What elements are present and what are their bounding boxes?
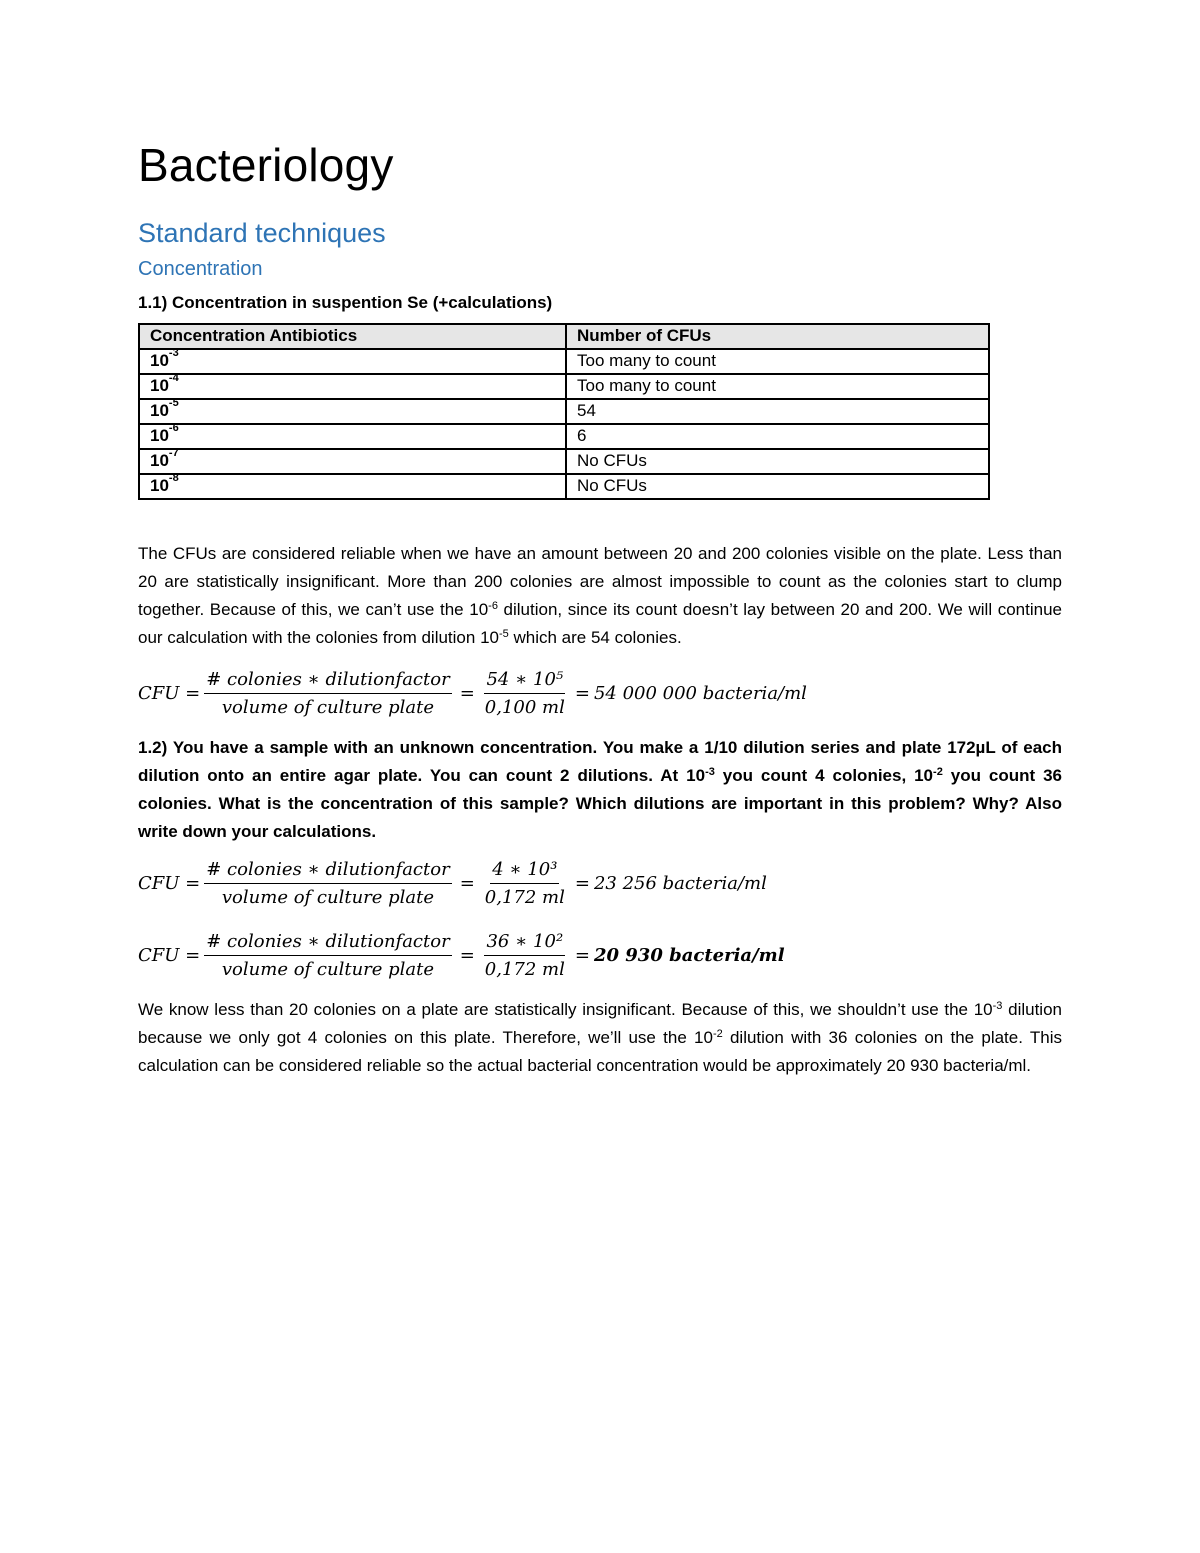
- document-content: [138, 140, 1062, 1090]
- concentration-cell: $10^{-8}$: [139, 474, 566, 499]
- table-row: [139, 374, 989, 399]
- question-1-2: 1.2) You have a sample with an unknown concentration. You make a 1/10 dilution series and plate 172µL of each dilution onto an entire agar plate. You can count 2 dilutions. At $10^{-3}$ you count 4 colonies, $10^{-2}$ you count 36 colonies. What is the concentration of this sample? Which dilutions are important in this problem? Why? Also write down your calculations.: [138, 737, 1062, 841]
- paragraph-conclusion: We know less than 20 colonies on a plate are statistically insignificant. Because of this, we shouldn’t use the $10^{-3}$ dilution because we only got 4 colonies on this plate. Therefore, we’ll use the $10^{-2}$ dilution with 36 colonies on the plate. This calculation can be considered reliable so the actual bacterial concentration would be approximately 20 930 bacteria/ml.: [138, 999, 1063, 1075]
- formula-denominator: 0,172 ml: [484, 959, 565, 981]
- cfu-count-cell: No CFUs: [566, 449, 989, 474]
- concentration-cell: $10^{-3}$: [139, 349, 566, 374]
- section-heading: Standard techniques: [138, 217, 386, 248]
- formula-denominator: volume of culture plate: [221, 887, 435, 909]
- formula-lhs: CFU =: [138, 873, 201, 895]
- formula-fraction: [204, 669, 451, 718]
- question-1-1: 1.1) Concentration in suspention Se (+calculations): [138, 292, 553, 312]
- cfu-count-cell: Too many to count: [566, 374, 989, 399]
- concentration-cell: $10^{-5}$: [139, 399, 566, 424]
- formula-fraction: [483, 669, 567, 718]
- formula-equals: =: [459, 683, 475, 705]
- concentration-cell: $10^{-4}$: [139, 374, 566, 399]
- table-header: Concentration Antibiotics: [139, 324, 566, 349]
- formula-lhs: CFU =: [138, 683, 201, 705]
- formula-numerator: # colonies ∗ dilutionfactor: [204, 859, 451, 884]
- formula-fraction: [204, 859, 451, 908]
- formula-equals: =: [574, 873, 590, 895]
- formula-equals: =: [459, 873, 475, 895]
- subsection-heading: Concentration: [138, 257, 263, 280]
- formula-numerator: 54 ∗ 10⁵: [484, 669, 565, 694]
- formula-result: 23 256 bacteria/ml: [593, 873, 767, 895]
- formula-numerator: # colonies ∗ dilutionfactor: [204, 669, 451, 694]
- concentration-cell: $10^{-7}$: [139, 449, 566, 474]
- formula-equals: =: [574, 683, 590, 705]
- concentration-cell: $10^{-6}$: [139, 424, 566, 449]
- cfu-count-cell: 6: [566, 424, 989, 449]
- formula-denominator: 0,100 ml: [484, 697, 565, 719]
- formula-denominator: volume of culture plate: [221, 697, 435, 719]
- formula-equals: =: [459, 945, 475, 967]
- cfu-count-cell: No CFUs: [566, 474, 989, 499]
- table-row: [139, 474, 989, 499]
- table-header: Number of CFUs: [566, 324, 989, 349]
- paragraph-reliability: The CFUs are considered reliable when we have an amount between 20 and 200 colonies visible on the plate. Less than 20 are statistically insignificant. More than 200 colonies are almost impossible to count as the colonies start to clump together. Because of this, we can’t use the $10^{-6}$ dilution, since its count doesn’t lay between 20 and 200. We will continue our calculation with the colonies from dilution $10^{-5}$ which are 54 colonies.: [138, 543, 1062, 647]
- document-title: Bacteriology: [138, 139, 394, 191]
- formula-fraction: [483, 931, 567, 980]
- formula-fraction: [483, 859, 567, 908]
- formula-cfu-1: [138, 662, 1062, 726]
- formula-result: 20 930 bacteria/ml: [593, 945, 785, 967]
- table-header-row: [139, 324, 989, 349]
- formula-denominator: 0,172 ml: [484, 887, 565, 909]
- table-row: [139, 449, 989, 474]
- table-row: [139, 424, 989, 449]
- cfu-count-cell: 54: [566, 399, 989, 424]
- formula-denominator: volume of culture plate: [221, 959, 435, 981]
- formula-numerator: 36 ∗ 10²: [484, 931, 565, 956]
- table-row: [139, 349, 989, 374]
- formula-cfu-2: [138, 852, 1062, 916]
- cfu-count-cell: Too many to count: [566, 349, 989, 374]
- formula-numerator: # colonies ∗ dilutionfactor: [204, 931, 451, 956]
- formula-equals: =: [574, 945, 590, 967]
- formula-fraction: [204, 931, 451, 980]
- cfu-table: [138, 323, 990, 500]
- formula-cfu-3: [138, 924, 1062, 988]
- formula-result: 54 000 000 bacteria/ml: [593, 683, 807, 705]
- formula-lhs: CFU =: [138, 945, 201, 967]
- formula-numerator: 4 ∗ 10³: [490, 859, 559, 884]
- table-row: [139, 399, 989, 424]
